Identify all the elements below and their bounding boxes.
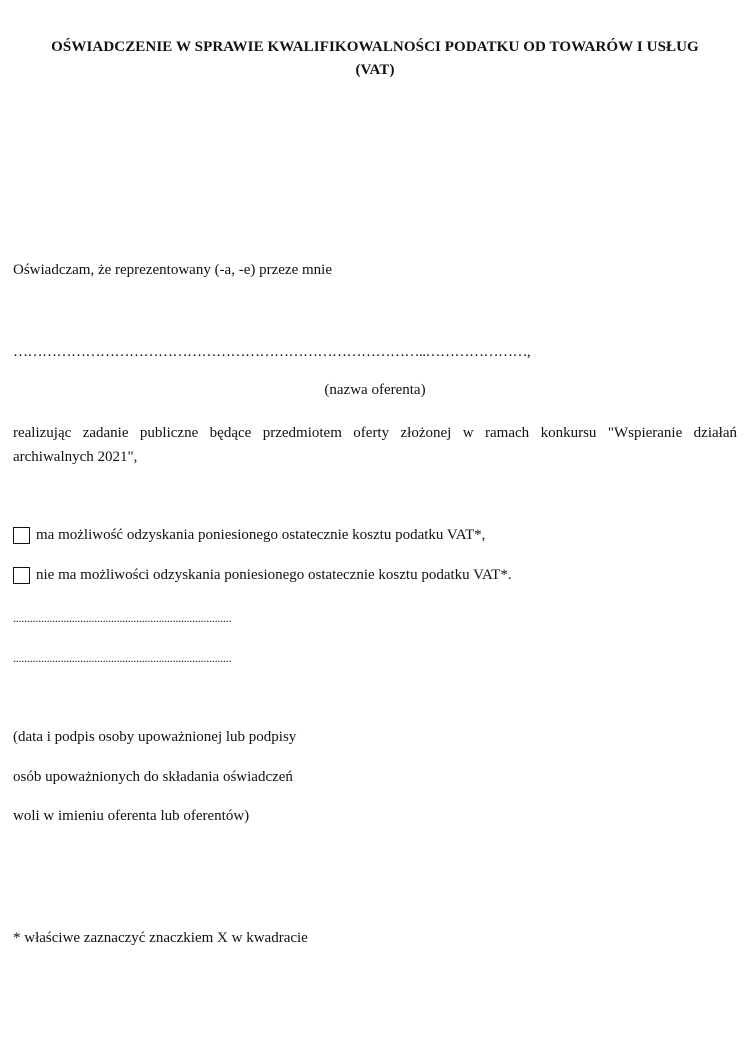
- option-label-cannot-recover-vat: nie ma możliwości odzyskania poniesionego ostatecznie kosztu podatku VAT*.: [36, 567, 512, 583]
- document-title-line-1: OŚWIADCZENIE W SPRAWIE KWALIFIKOWALNOŚCI PODATKU OD TOWARÓW I USŁUG: [51, 39, 699, 55]
- declaration-intro: Oświadczam, że reprezentowany (-a, -e) przeze mnie: [13, 262, 332, 278]
- task-paragraph: realizując zadanie publiczne będące przedmiotem oferty złożonej w ramach konkursu "Wspieranie działań archiwalnych 2021",: [13, 425, 737, 465]
- option-label-can-recover-vat: ma możliwość odzyskania poniesionego ostatecznie kosztu podatku VAT*,: [36, 527, 486, 543]
- signature-caption-line-2: osób upoważnionych do składania oświadczeń: [13, 769, 293, 785]
- signature-caption-line-1: (data i podpis osoby upoważnionej lub podpisy: [13, 729, 297, 745]
- footnote: * właściwe zaznaczyć znaczkiem X w kwadracie: [13, 930, 308, 946]
- applicant-name-caption: (nazwa oferenta): [324, 382, 426, 398]
- signature-dots-line-1[interactable]: ..............................................................................: [13, 611, 232, 625]
- document-title-line-2: (VAT): [355, 62, 395, 78]
- applicant-name-field[interactable]: …………………………………………………………………………..…………………,: [13, 344, 531, 360]
- signature-dots-line-2[interactable]: ..............................................................................: [13, 651, 232, 665]
- checkbox-can-recover-vat[interactable]: [13, 527, 30, 544]
- checkbox-cannot-recover-vat[interactable]: [13, 567, 30, 584]
- option-can-recover-vat: [13, 525, 485, 545]
- signature-caption-line-3: woli w imieniu oferenta lub oferentów): [13, 808, 250, 824]
- option-cannot-recover-vat: [13, 565, 512, 585]
